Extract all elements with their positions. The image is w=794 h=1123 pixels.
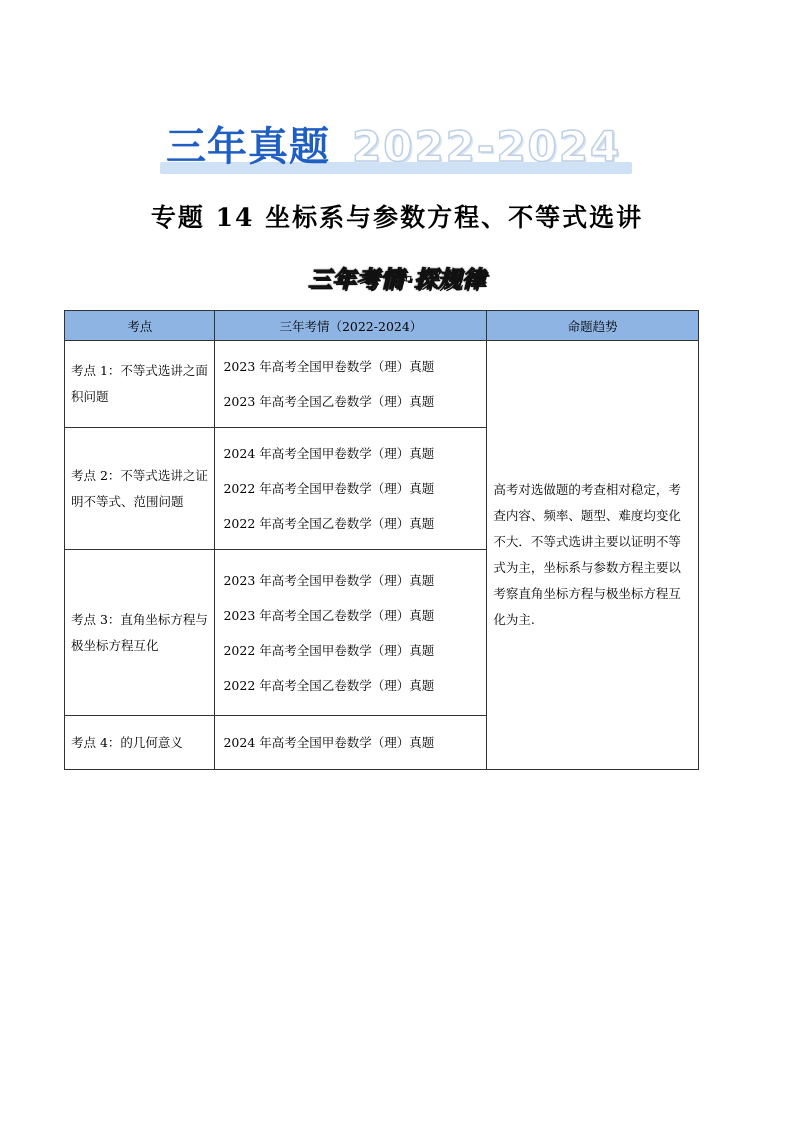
exam-year-item: 2022 年高考全国乙卷数学（理）真题 [223, 677, 435, 693]
exam-analysis-table [64, 310, 699, 770]
exam-years-2 [215, 428, 487, 550]
exam-year-item: 2022 年高考全国甲卷数学（理）真题 [223, 481, 435, 496]
subject-title: 专题 14 坐标系与参数方程、不等式选讲 [150, 203, 644, 232]
banner-title: 三年真题 [166, 124, 330, 170]
header-point: 考点 [65, 311, 215, 341]
section-badge-text: 三年考情·探规律 [308, 267, 486, 293]
table-row [65, 341, 699, 428]
exam-year-item: 2024 年高考全国甲卷数学（理）真题 [223, 735, 435, 750]
exam-years-4 [215, 716, 487, 770]
exam-year-item: 2024 年高考全国甲卷数学（理）真题 [223, 446, 435, 461]
exam-years-3 [215, 550, 487, 716]
header-years: 三年考情（2022-2024） [215, 311, 487, 341]
exam-year-item: 2022 年高考全国乙卷数学（理）真题 [223, 516, 435, 531]
exam-point-1: 考点 1：不等式选讲之面积问题 [65, 341, 215, 428]
exam-point-3: 考点 3：直角坐标方程与极坐标方程互化 [65, 550, 215, 716]
trend-description: 高考对选做题的考查相对稳定，考查内容、频率、题型、难度均变化不大．不等式选讲主要以证明不等式为主，坐标系与参数方程主要以考察直角坐标方程与极坐标方程互化为主. [487, 341, 699, 770]
exam-year-item: 2023 年高考全国甲卷数学（理）真题 [223, 572, 435, 588]
exam-point-4: 考点 4：的几何意义 [65, 716, 215, 770]
exam-year-item: 2023 年高考全国甲卷数学（理）真题 [223, 359, 435, 374]
exam-point-2: 考点 2：不等式选讲之证明不等式、范围问题 [65, 428, 215, 550]
banner-years: 2022-2024 [352, 122, 622, 171]
banner [0, 120, 794, 180]
header-trend: 命题趋势 [487, 311, 699, 341]
table-header-row [65, 311, 699, 341]
exam-year-item: 2022 年高考全国甲卷数学（理）真题 [223, 642, 435, 658]
section-badge [276, 262, 518, 298]
exam-year-item: 2023 年高考全国乙卷数学（理）真题 [223, 394, 435, 409]
exam-years-1 [215, 341, 487, 428]
exam-year-item: 2023 年高考全国乙卷数学（理）真题 [223, 607, 435, 623]
